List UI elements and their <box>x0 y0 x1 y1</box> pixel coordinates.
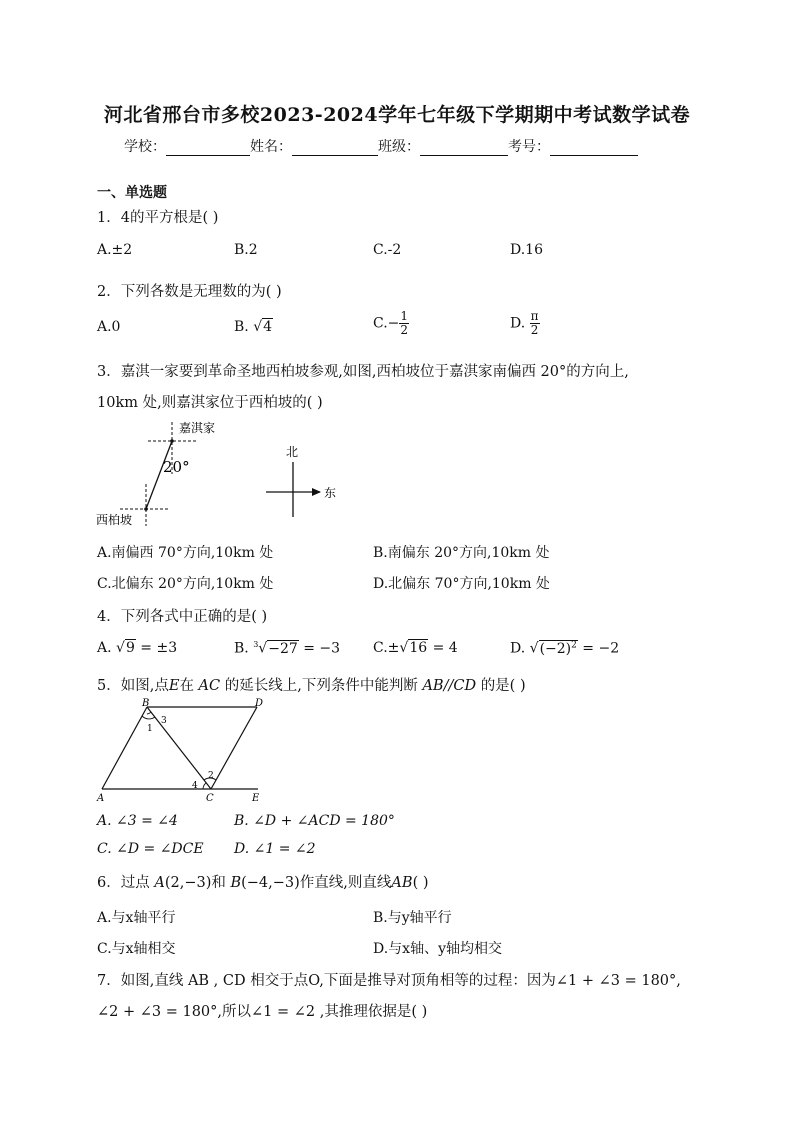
q5-option-b[interactable]: B. ∠D + ∠ACD = 180° <box>234 813 395 829</box>
q3-option-d[interactable]: D.北偏东 70°方向,10km 处 <box>373 576 550 592</box>
q5-parallelogram-figure <box>92 697 272 807</box>
q2-b-prefix: B. <box>234 319 249 335</box>
q2-c-denominator: 2 <box>400 323 409 337</box>
q5-stem-AC: AC <box>193 678 225 694</box>
question-6-stem <box>97 871 429 892</box>
q2-d-prefix: D. <box>510 315 526 332</box>
q4-c-rest: = 4 <box>428 640 458 656</box>
q2-option-d[interactable] <box>510 310 540 337</box>
q1-option-c[interactable]: C.-2 <box>373 242 402 258</box>
q5-angle-arc-1 <box>142 716 155 719</box>
q4-d-prefix: D. <box>510 640 526 657</box>
q4-d-radicand-group <box>539 640 578 657</box>
q4-a-rest: = ±3 <box>135 640 178 656</box>
q3-north-label: 北 <box>286 445 299 459</box>
question-7-stem-line2: ∠2 + ∠3 = 180°,所以∠1 = ∠2 ,其推理依据是( ) <box>97 1004 428 1020</box>
q5-label-4: 4 <box>192 781 198 791</box>
q4-b-radicand: −27 <box>268 640 298 657</box>
q4-option-c[interactable]: C.±√16 = 4 <box>373 640 458 656</box>
q6-stem-A-coords: (2,−3) <box>164 875 212 891</box>
question-1-stem: 1．4的平方根是( ) <box>97 210 219 226</box>
q2-d-numerator: π <box>530 309 539 323</box>
q5-stem-ABCD: AB//CD <box>417 678 481 694</box>
q5-option-a[interactable]: A. ∠3 = ∠4 <box>97 813 178 829</box>
q3-option-b[interactable]: B.南偏东 20°方向,10km 处 <box>373 545 550 561</box>
q4-b-rest: = −3 <box>298 640 341 657</box>
q4-a-radicand: 9 <box>125 640 135 656</box>
question-2-stem: 2．下列各数是无理数的为( ) <box>97 284 282 300</box>
q4-d-radicand: (−2) <box>539 640 572 657</box>
q4-b-index: 3 <box>253 640 259 649</box>
q4-d-rest: = −2 <box>577 640 620 657</box>
q5-stem-part3: 的延长线上,下列条件中能判断 <box>224 678 418 694</box>
q3-option-c[interactable]: C.北偏东 20°方向,10km 处 <box>97 576 274 592</box>
q3-xibaipo-label: 西柏坡 <box>96 513 133 527</box>
q3-east-label: 东 <box>324 486 337 500</box>
q6-stem-A: A <box>149 875 165 891</box>
class-blank[interactable] <box>420 141 508 156</box>
q5-segment-AB <box>102 707 147 789</box>
q2-c-numerator: 1 <box>400 309 409 323</box>
q2-option-a[interactable]: A.0 <box>97 319 121 335</box>
q5-label-D: D <box>255 698 264 709</box>
q4-a-prefix: A. <box>97 640 112 656</box>
q5-stem-part1: 5．如图,点 <box>97 678 169 694</box>
q5-label-3: 3 <box>161 716 167 726</box>
q6-option-c[interactable]: C.与x轴相交 <box>97 941 176 957</box>
question-4-stem: 4．下列各式中正确的是( ) <box>97 609 268 625</box>
q5-stem-part2: 在 <box>179 678 194 694</box>
school-label: 学校： <box>124 139 166 155</box>
q5-segment-BC <box>147 707 211 789</box>
q5-angle-arc-4 <box>203 783 206 789</box>
section-heading: 一、单选题 <box>97 185 167 201</box>
q1-option-d[interactable]: D.16 <box>510 242 543 258</box>
q6-stem-part4: ( ) <box>412 875 429 891</box>
q5-label-2: 2 <box>208 771 214 781</box>
q6-stem-part3: 作直线,则直线 <box>299 875 392 891</box>
q2-c-fraction <box>399 310 409 337</box>
q4-c-radicand: 16 <box>409 640 428 656</box>
q6-stem-part1: 6．过点 <box>97 875 150 891</box>
q3-angle-label: 20° <box>163 458 190 476</box>
q3-home-point <box>170 439 174 443</box>
q6-stem-AB: AB <box>391 875 413 891</box>
q5-label-E: E <box>252 793 260 804</box>
q5-label-1: 1 <box>147 724 153 734</box>
q5-angle-arc-3 <box>147 712 151 714</box>
q5-stem-E: E <box>168 678 180 694</box>
q5-option-d[interactable]: D. ∠1 = ∠2 <box>234 841 316 857</box>
q2-d-denominator: 2 <box>530 323 539 337</box>
q2-option-b[interactable]: B. √4 <box>234 319 273 335</box>
name-label: 姓名： <box>250 139 292 155</box>
q6-stem-part2: 和 <box>211 875 226 891</box>
q2-b-radicand: 4 <box>263 319 273 335</box>
q5-label-B: B <box>142 698 150 709</box>
question-3-stem-line1: 3．嘉淇一家要到革命圣地西柏坡参观,如图,西柏坡位于嘉淇家南偏西 20°的方向上, <box>97 364 629 380</box>
id-blank[interactable] <box>550 141 638 156</box>
q6-stem-B-coords: (−4,−3) <box>241 875 300 891</box>
q5-segment-CD <box>211 707 257 789</box>
q2-d-fraction <box>530 310 540 337</box>
q5-stem-part4: 的是( ) <box>480 678 526 694</box>
q3-home-label: 嘉淇家 <box>179 421 216 435</box>
q2-option-c[interactable] <box>373 310 409 337</box>
q2-c-prefix: C.− <box>373 315 400 332</box>
q6-option-d[interactable]: D.与x轴、y轴均相交 <box>373 941 502 957</box>
question-7-stem-line1: 7．如图,直线 AB , CD 相交于点O,下面是推导对顶角相等的过程：因为∠1 + ∠3 = 180°, <box>97 973 681 989</box>
question-5-stem <box>97 674 526 695</box>
q1-option-a[interactable]: A.±2 <box>97 242 133 258</box>
question-3-stem-line2: 10km 处,则嘉淇家位于西柏坡的( ) <box>97 395 323 411</box>
school-blank[interactable] <box>166 141 250 156</box>
page-title: 河北省邢台市多校2023-2024学年七年级下学期期中考试数学试卷 <box>103 104 691 126</box>
q4-d-exponent: 2 <box>571 640 577 650</box>
info-line <box>124 136 638 156</box>
q1-option-b[interactable]: B.2 <box>234 242 258 258</box>
class-label: 班级： <box>378 139 420 155</box>
q4-option-b[interactable]: B. $^3$√−27 = −3 <box>234 640 341 657</box>
name-blank[interactable] <box>292 141 378 156</box>
q4-option-d[interactable]: D. $√(-2)^2 = -2$ <box>510 640 620 657</box>
q6-option-a[interactable]: A.与x轴平行 <box>97 910 176 926</box>
q6-option-b[interactable]: B.与y轴平行 <box>373 910 452 926</box>
q5-option-c[interactable]: C. ∠D = ∠DCE <box>97 841 204 857</box>
q4-b-prefix: B. <box>234 640 249 657</box>
q5-label-C: C <box>206 793 214 804</box>
q4-option-a[interactable]: A. √9 = ±3 <box>97 640 178 656</box>
q4-c-prefix: C.± <box>373 640 400 656</box>
q5-label-A: A <box>97 793 105 804</box>
q3-xibaipo-point <box>144 507 148 511</box>
q3-direction-figure <box>90 414 350 532</box>
q3-option-a[interactable]: A.南偏西 70°方向,10km 处 <box>97 545 274 561</box>
id-label: 考号： <box>508 139 550 155</box>
q6-stem-B: B <box>225 875 242 891</box>
east-arrow-icon <box>312 488 321 496</box>
